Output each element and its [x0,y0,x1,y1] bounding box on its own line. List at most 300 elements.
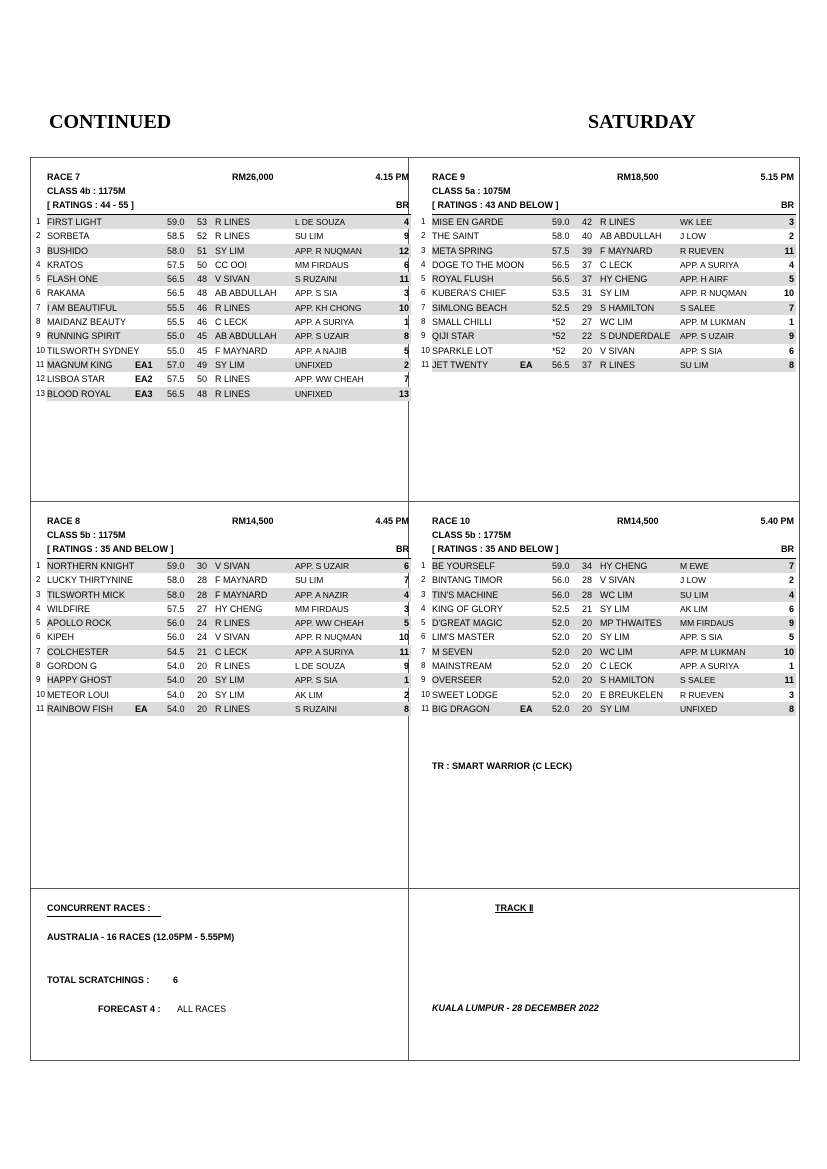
horse-name: D'GREAT MAGIC [432,618,503,629]
jockey: APP. A SURIYA [295,317,354,328]
rating: 49 [197,359,208,370]
trainer: R LINES [215,374,251,385]
race-ratings-row [432,544,796,559]
barrier-draw: 2 [403,359,409,370]
weight: 56.0 [167,618,185,629]
australia-races: AUSTRALIA - 16 RACES (12.05PM - 5.55PM) [47,932,235,942]
runner-number: 9 [421,331,426,341]
header-continued: CONTINUED [49,111,172,133]
rating: 20 [197,703,208,714]
trainer: V SIVAN [600,575,635,586]
rating: 20 [197,661,208,672]
rating: 37 [582,274,593,285]
divider-horizontal-2 [31,888,799,889]
runner-number: 2 [36,231,41,241]
race-header [47,516,411,530]
weight: 54.0 [167,703,185,714]
jockey: APP. KH CHONG [295,302,362,313]
venue-date: KUALA LUMPUR - 28 DECEMBER 2022 [432,1003,599,1013]
runner-number: 9 [421,675,426,685]
runner-row [36,286,411,300]
runner-row [421,673,796,687]
barrier-header: BR [781,200,794,210]
horse-name: LISBOA STAR [47,374,105,385]
entry-tag: EA1 [135,359,153,370]
jockey: APP. S UZAIR [295,331,350,342]
race-prize: RM18,500 [617,172,659,182]
jockey: AK LIM [295,689,323,700]
jockey: S SALEE [680,302,716,313]
rating: 28 [197,589,208,600]
runner-number: 2 [421,231,426,241]
runner-number: 13 [36,388,45,398]
track-label: TRACK Ⅱ [495,903,534,913]
race-class: CLASS 5a : 1075M [432,186,511,196]
jockey: APP. R NUQMAN [680,288,747,299]
weight: 57.5 [167,603,185,614]
jockey: L DE SOUZA [295,661,346,672]
jockey: R RUEVEN [680,689,724,700]
barrier-draw: 10 [783,646,794,657]
runner-number: 2 [421,575,426,585]
barrier-draw: 10 [398,302,409,313]
race-ratings: [ RATINGS : 44 - 55 ] [47,200,134,210]
trainer: WC LIM [600,317,633,328]
jockey: SU LIM [680,359,709,370]
scratchings-value: 6 [173,975,179,985]
runner-row [421,229,796,243]
horse-name: META SPRING [432,245,493,256]
horse-name: KRATOS [47,259,84,270]
runner-number: 12 [36,374,45,384]
jockey: APP. S UZAIR [680,331,735,342]
race-ratings: [ RATINGS : 35 AND BELOW ] [432,544,559,554]
rating: 37 [582,359,593,370]
barrier-draw: 4 [403,217,409,227]
trainer: WC LIM [600,589,633,600]
rating: 20 [197,675,208,686]
weight: 59.0 [167,561,185,571]
race-time: 4.45 PM [375,516,409,526]
horse-name: SORBETA [47,231,90,242]
horse-name: BIG DRAGON [432,703,490,714]
runner-number: 1 [421,561,426,570]
entry-tag: EA [520,703,533,714]
runner-row [421,344,796,358]
runner-row [36,258,411,272]
rating: 50 [197,374,208,385]
runner-number: 8 [421,661,426,671]
divider-horizontal-1 [31,501,799,502]
weight: 56.5 [167,288,185,299]
horse-name: M SEVEN [432,646,473,657]
barrier-draw: 4 [788,259,794,270]
trainer: F MAYNARD [215,575,268,586]
runner-row [421,244,796,258]
rating: 48 [197,274,208,285]
barrier-draw: 9 [788,331,794,342]
runner-number: 4 [36,259,41,269]
runner-number: 3 [421,589,426,599]
rating: 46 [197,302,208,313]
rating: 24 [197,618,208,629]
rating: 21 [582,603,593,614]
rating: 21 [197,646,208,657]
weight: 59.0 [552,561,570,571]
runner-number: 7 [36,302,41,312]
rating: 45 [197,331,208,342]
horse-name: SPARKLE LOT [432,345,493,356]
weight: 57.0 [167,359,185,370]
trainer: F MAYNARD [600,245,653,256]
horse-name: COLCHESTER [47,646,109,657]
weight: 58.5 [167,231,185,242]
barrier-draw: 11 [784,675,794,686]
jockey: S RUZAINI [295,274,338,285]
rating: 20 [582,618,593,629]
barrier-draw: 8 [403,703,409,714]
runner-number: 8 [36,661,41,671]
race-class: CLASS 5b : 1775M [432,530,512,540]
jockey: MM FIRDAUS [295,259,349,270]
rating: 42 [582,217,593,227]
horse-name: BUSHIDO [47,245,89,256]
trainer: C LECK [215,646,248,657]
trainer: AB ABDULLAH [600,231,662,242]
barrier-draw: 3 [403,603,409,614]
runner-number: 4 [421,259,426,269]
runner-row [421,616,796,630]
runner-number: 1 [36,561,41,570]
weight: 55.5 [167,302,185,313]
header-day: SATURDAY [588,111,696,133]
barrier-draw: 6 [403,561,409,571]
horse-name: BINTANG TIMOR [432,575,503,586]
jockey: APP. S SIA [680,632,723,643]
race-ratings: [ RATINGS : 43 AND BELOW ] [432,200,559,210]
runner-row [421,573,796,587]
horse-name: THE SAINT [432,231,480,242]
trainer: SY LIM [600,703,630,714]
weight: 58.0 [167,245,185,256]
horse-name: WILDFIRE [47,603,91,614]
weight: 56.5 [167,388,185,399]
horse-name: TILSWORTH MICK [47,589,125,600]
horse-name: RUNNING SPIRIT [47,331,121,342]
weight: 54.0 [167,661,185,672]
horse-name: SWEET LODGE [432,689,498,700]
barrier-draw: 1 [788,661,794,672]
runner-number: 11 [36,359,45,369]
runner-row [421,329,796,343]
weight: 56.5 [552,259,570,270]
jockey: APP. A NAJIB [295,345,347,356]
race-block-10 [421,516,796,716]
weight: 53.5 [552,288,570,299]
weight: 57.5 [167,259,185,270]
weight: *52 [552,345,566,356]
jockey: APP. R NUQMAN [295,245,362,256]
rating: 53 [197,217,208,227]
forecast-label: FORECAST 4 : [98,1004,161,1014]
weight: 52.0 [552,618,570,629]
barrier-draw: 12 [398,245,409,256]
runner-row [421,559,796,573]
trainer: R LINES [215,661,251,672]
trainer: E BREUKELEN [600,689,664,700]
barrier-draw: 1 [403,675,409,686]
barrier-draw: 9 [403,661,409,672]
weight: *52 [552,317,566,328]
jockey: APP. S SIA [680,345,723,356]
runner-row [36,272,411,286]
runner-number: 9 [36,675,41,685]
trainer: S HAMILTON [600,302,655,313]
trainer: V SIVAN [215,632,250,643]
barrier-draw: 5 [788,632,794,643]
runner-number: 9 [36,331,41,341]
runner-row [421,630,796,644]
jockey: APP. M LUKMAN [680,317,746,328]
runner-row [36,702,411,716]
runner-row [421,688,796,702]
barrier-draw: 2 [788,231,794,242]
horse-name: KIPEH [47,632,75,643]
runner-row [36,573,411,587]
weight: 55.0 [167,331,185,342]
trainer: F MAYNARD [215,345,268,356]
horse-name: RAINBOW FISH [47,703,114,714]
barrier-draw: 6 [788,603,794,614]
jockey: APP. S SIA [295,675,338,686]
horse-name: LIM'S MASTER [432,632,495,643]
race-header [432,172,796,186]
runner-number: 6 [421,632,426,642]
horse-name: MISE EN GARDE [432,217,504,227]
horse-name: HAPPY GHOST [47,675,112,686]
trainer: SY LIM [215,359,245,370]
barrier-draw: 8 [788,359,794,370]
jockey: L DE SOUZA [295,217,346,227]
weight: 57.5 [552,245,570,256]
jockey: MM FIRDAUS [680,618,734,629]
weight: 56.0 [552,575,570,586]
runner-number: 10 [36,345,45,355]
trainer: S HAMILTON [600,675,655,686]
runner-row [421,258,796,272]
jockey: APP. R NUQMAN [295,632,362,643]
runner-row [36,688,411,702]
runner-row [421,358,796,372]
trainer: C LECK [215,317,248,328]
jockey: M EWE [680,561,709,571]
jockey: APP. M LUKMAN [680,646,746,657]
rating: 20 [582,632,593,643]
weight: 54.0 [167,675,185,686]
runner-row [36,358,411,372]
runner-number: 11 [421,703,430,713]
rating: 28 [582,589,593,600]
barrier-draw: 8 [403,331,409,342]
race-number: RACE 9 [432,172,466,182]
trainer: R LINES [215,703,251,714]
jockey: UNFIXED [295,388,333,399]
barrier-draw: 9 [788,618,794,629]
jockey: APP. A SURIYA [680,259,739,270]
weight: 55.0 [167,345,185,356]
race-time: 5.40 PM [760,516,794,526]
barrier-draw: 7 [788,561,794,571]
runner-row [36,344,411,358]
trainer: R LINES [600,359,636,370]
jockey: MM FIRDAUS [295,603,349,614]
rating: 46 [197,317,208,328]
rating: 20 [582,689,593,700]
runner-number: 11 [36,703,45,713]
trainer: V SIVAN [600,345,635,356]
weight: 58.0 [167,589,185,600]
runner-row [421,315,796,329]
race-prize: RM14,500 [617,516,659,526]
rating: 28 [582,575,593,586]
rating: 24 [197,632,208,643]
trainer: HY CHENG [215,603,263,614]
barrier-draw: 3 [788,217,794,227]
rating: 52 [197,231,208,242]
runner-number: 5 [36,274,41,284]
trainer: HY CHENG [600,561,648,571]
runner-number: 5 [36,618,41,628]
weight: 54.5 [167,646,185,657]
rating: 29 [582,302,593,313]
trainer: R LINES [600,217,636,227]
runner-number: 5 [421,618,426,628]
trainer: SY LIM [215,689,245,700]
horse-name: KUBERA'S CHIEF [432,288,507,299]
weight: 56.0 [167,632,185,643]
horse-name: NORTHERN KNIGHT [47,561,135,571]
race-class-row [47,186,411,200]
trainer: SY LIM [600,632,630,643]
jockey: WK LEE [680,217,713,227]
rating: 20 [582,675,593,686]
horse-name: MAIDANZ BEAUTY [47,317,127,328]
runner-row [36,659,411,673]
trainer: HY CHENG [600,274,648,285]
runner-row [36,602,411,616]
runner-row [421,286,796,300]
trainer: R LINES [215,231,251,242]
horse-name: SMALL CHILLI [432,317,492,328]
rating: 22 [582,331,593,342]
runner-number: 7 [421,302,426,312]
runner-row [36,616,411,630]
weight: 59.0 [552,217,570,227]
rating: 51 [197,245,208,256]
runner-number: 3 [36,245,41,255]
runner-row [421,588,796,602]
barrier-draw: 11 [399,274,409,285]
rating: 20 [582,703,593,714]
trainer: R LINES [215,217,251,227]
race-class: CLASS 5b : 1175M [47,530,126,540]
runner-number: 10 [36,689,45,699]
rating: 40 [582,231,593,242]
horse-name: FIRST LIGHT [47,217,102,227]
jockey: APP. S SIA [295,288,338,299]
barrier-draw: 13 [398,388,409,399]
race-number: RACE 8 [47,516,81,526]
jockey: APP. A SURIYA [295,646,354,657]
runner-number: 7 [36,646,41,656]
entry-tag: EA [520,359,533,370]
weight: 52.0 [552,689,570,700]
race-time: 5.15 PM [760,172,794,182]
race-ratings-row [47,200,411,215]
trainer: SY LIM [600,288,630,299]
barrier-draw: 3 [403,288,409,299]
rating: 20 [582,345,593,356]
race-class-row [432,530,796,544]
trainer: R LINES [215,302,251,313]
trainer: R LINES [215,618,251,629]
jockey: R RUEVEN [680,245,724,256]
barrier-draw: 10 [398,632,409,643]
runner-number: 8 [36,317,41,327]
rating: 27 [582,317,593,328]
barrier-header: BR [396,544,409,554]
runner-number: 3 [421,245,426,255]
rating: 39 [582,245,593,256]
race-block-7 [36,172,411,401]
jockey: J LOW [680,231,706,242]
weight: 52.0 [552,661,570,672]
barrier-draw: 11 [399,646,409,657]
race-prize: RM26,000 [232,172,274,182]
concurrent-races-label: CONCURRENT RACES : [47,903,161,917]
runner-number: 4 [36,603,41,613]
runner-row [36,559,411,573]
barrier-draw: 2 [403,689,409,700]
trainer: R LINES [215,388,251,399]
horse-name: APOLLO ROCK [47,618,112,629]
scratchings-label: TOTAL SCRATCHINGS : [47,975,150,985]
trainer: AB ABDULLAH [215,331,277,342]
barrier-draw: 5 [403,618,409,629]
barrier-header: BR [396,200,409,210]
race-ratings: [ RATINGS : 35 AND BELOW ] [47,544,174,554]
weight: 56.0 [552,589,570,600]
runner-number: 7 [421,646,426,656]
barrier-draw: 7 [403,575,409,586]
runner-row [36,645,411,659]
runner-row [36,244,411,258]
trainer: WC LIM [600,646,633,657]
entry-tag: EA [135,703,148,714]
runner-number: 3 [36,589,41,599]
trainer: AB ABDULLAH [215,288,277,299]
trainer: SY LIM [215,245,245,256]
weight: 59.0 [167,217,185,227]
rating: 20 [197,689,208,700]
jockey: S RUZAINI [295,703,338,714]
jockey: UNFIXED [295,359,333,370]
trainer: C LECK [600,259,633,270]
runner-number: 10 [421,689,430,699]
barrier-draw: 4 [788,589,794,600]
runner-number: 4 [421,603,426,613]
runner-row [421,659,796,673]
